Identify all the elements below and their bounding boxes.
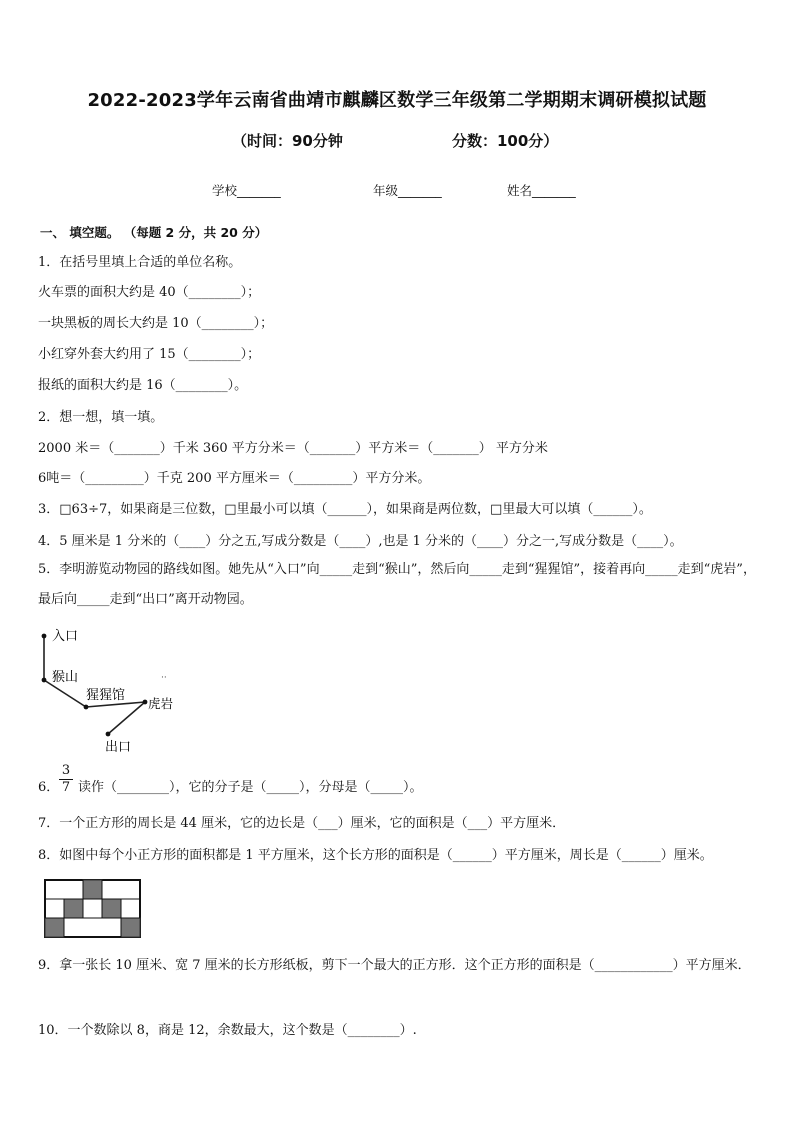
label-monkey: 猴山 [52,670,79,685]
question-1-stem: 1．在括号里填上合适的单位名称。 [38,255,242,270]
question-1-item-c: 小红穿外套大约用了 15（________）； [38,347,261,362]
monkey-point [42,678,47,683]
question-1-item-a: 火车票的面积大约是 40（________）； [38,285,261,300]
gorilla-point [84,705,89,710]
question-8: 8．如图中每个小正方形的面积都是 1 平方厘米，这个长方形的面积是（______）平方厘米，周长是（______）厘米。 [38,848,713,863]
grid-square [102,899,121,918]
question-1-item-d: 报纸的面积大约是 16（________）。 [38,378,248,393]
label-entrance: 入口 [52,629,79,644]
exam-time: （时间：90分钟 [232,132,343,150]
route-tiger-to-exit [108,702,145,734]
question-10: 10．一个数除以 8，商是 12，余数最大，这个数是（________）. [38,1023,417,1038]
question-9: 9．拿一张长 10 厘米、宽 7 厘米的长方形纸板，剪下一个最大的正方形．这个正方形的面积是（____________）平方厘米． [38,958,751,973]
name-field: 姓名_______ [507,183,576,198]
question-7: 7．一个正方形的周长是 44 厘米，它的边长是（___）厘米，它的面积是（___）平方厘米． [38,816,566,831]
stray-mark: ·· [161,673,167,683]
tiger-point [143,700,148,705]
question-1-item-b: 一块黑板的周长大约是 10（________）； [38,316,274,331]
zoo-route-map [30,622,200,757]
entrance-point [42,634,47,639]
question-6-number: 6． [38,780,60,795]
fraction-denominator: 7 [59,779,73,795]
question-3: 3．□63÷7，如果商是三位数，□里最小可以填（______），如果商是两位数，□里最大可以填（______）。 [38,502,652,517]
square-grid-figure [44,879,142,939]
fraction-3-7 [59,763,73,795]
exit-point [106,732,111,737]
grid-square [121,918,140,937]
exam-score: 分数：100分） [452,132,559,150]
fraction-numerator: 3 [61,763,71,778]
grid-square [64,899,83,918]
grid-square [45,918,64,937]
grid-square [83,880,102,899]
label-exit: 出口 [105,740,132,755]
section-heading: 一、 填空题。 （每题 2 分，共 20 分） [40,225,268,240]
question-2-stem: 2．想一想，填一填。 [38,410,164,425]
question-5: 5．李明游览动物园的路线如图。她先从“入口”向_____走到“猴山”，然后向_____走到“猩猩馆”，接着再向_____走到“虎岩”，最后向_____走到“出口”离开动物园。 [38,562,756,607]
question-6: 读作（________），它的分子是（_____），分母是（_____）。 [78,780,423,795]
label-tiger: 虎岩 [148,696,174,711]
school-field: 学校_______ [212,183,281,198]
question-2-line-a: 2000 米＝（_______）千米 360 平方分米＝（_______）平方米＝（_______） 平方分米 [38,441,548,456]
question-2-line-b: 6吨＝（_________）千克 200 平方厘米＝（_________）平方分米。 [38,471,431,486]
question-4: 4．5 厘米是 1 分米的（____）分之五,写成分数是（____）,也是 1 分米的（____）分之一,写成分数是（____）。 [38,534,683,549]
grade-field: 年级_______ [373,183,442,198]
page-title: 2022-2023学年云南省曲靖市麒麟区数学三年级第二学期期末调研模拟试题 [87,90,707,111]
label-gorilla: 猩猩馆 [86,688,126,703]
